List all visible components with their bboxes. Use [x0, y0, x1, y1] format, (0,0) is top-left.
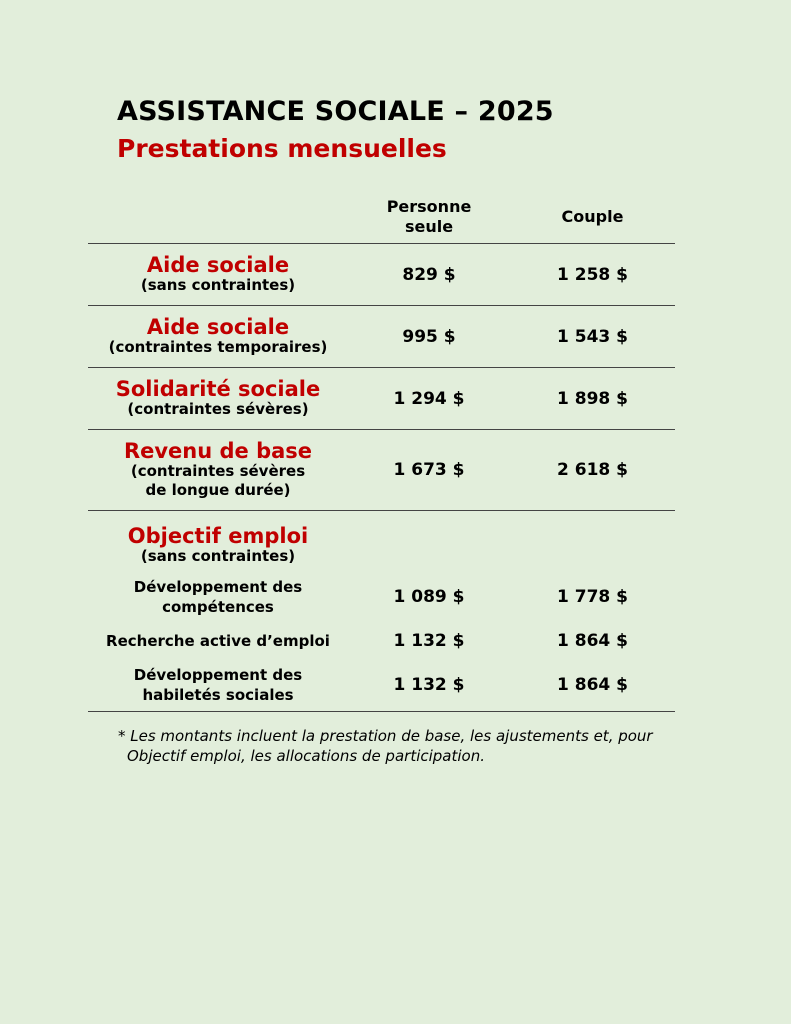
amount-single-cell	[348, 430, 510, 511]
amount-couple: 1 258 $	[557, 264, 628, 285]
program-name: Objectif emploi	[127, 523, 309, 548]
program-description: (contraintes temporaires)	[108, 338, 328, 356]
amount-couple: 2 618 $	[557, 460, 628, 480]
sub-program-label: Recherche active d’emploi	[106, 632, 330, 650]
amount-couple-cell	[510, 430, 675, 511]
sub-label-cell	[88, 663, 348, 712]
program-name: Aide sociale	[146, 315, 290, 339]
header-empty-cell	[88, 190, 348, 244]
amount-couple-cell	[510, 306, 675, 368]
page-title: ASSISTANCE SOCIALE – 2025	[117, 96, 554, 127]
amount-couple-cell	[510, 663, 675, 712]
table-row-developpement-competences	[88, 575, 675, 619]
sub-label-cell	[88, 575, 348, 619]
amount-single-cell	[348, 368, 510, 430]
sub-label-cell	[88, 619, 348, 663]
amount-couple-cell	[510, 619, 675, 663]
program-name: Aide sociale	[146, 253, 290, 277]
footnote-line-1: * Les montants incluent la prestation de base, les ajustements et, pour	[118, 727, 653, 745]
column-header-single: Personne seule	[348, 190, 510, 244]
table-row-objectif-emploi-header	[88, 511, 675, 576]
amount-single: 829 $	[402, 264, 456, 285]
footnote-line-2: Objectif emploi, les allocations de participation.	[127, 747, 485, 765]
table-row-developpement-habiletes-sociales	[88, 663, 675, 712]
amount-single: 1 089 $	[393, 587, 465, 607]
program-name: Solidarité sociale	[115, 377, 321, 401]
column-header-couple: Couple	[510, 190, 675, 244]
amount-single: 1 294 $	[393, 388, 465, 409]
amount-couple: 1 778 $	[557, 587, 628, 607]
sub-program-label: Développement des habiletés sociales	[133, 666, 303, 704]
program-description: (contraintes sévères)	[127, 400, 309, 418]
empty-cell	[510, 511, 675, 576]
amount-single-cell	[348, 663, 510, 712]
amount-couple: 1 864 $	[557, 631, 628, 651]
row-label-cell	[88, 368, 348, 430]
amount-single-cell	[348, 306, 510, 368]
program-description: (contraintes sévères de longue durée)	[130, 462, 306, 499]
sub-program-label: Développement des compétences	[133, 578, 303, 616]
amount-couple-cell	[510, 575, 675, 619]
row-label-cell	[88, 306, 348, 368]
benefits-table	[88, 190, 675, 712]
program-name: Revenu de base	[123, 439, 313, 463]
amount-couple-cell	[510, 244, 675, 306]
table-row-solidarite-sociale	[88, 368, 675, 430]
page-subtitle: Prestations mensuelles	[117, 134, 447, 163]
amount-couple-cell	[510, 368, 675, 430]
amount-single: 1 132 $	[393, 631, 465, 651]
amount-couple: 1 543 $	[557, 326, 628, 347]
amount-single: 1 673 $	[393, 460, 465, 480]
amount-single: 1 132 $	[393, 675, 465, 695]
program-description: (sans contraintes)	[140, 276, 296, 294]
amount-single-cell	[348, 619, 510, 663]
row-label-cell	[88, 511, 348, 576]
footnote	[118, 726, 653, 766]
table-row-recherche-active-emploi	[88, 619, 675, 663]
amount-single-cell	[348, 244, 510, 306]
table-row-aide-sociale-contraintes-temporaires	[88, 306, 675, 368]
amount-couple: 1 898 $	[557, 388, 628, 409]
amount-couple: 1 864 $	[557, 675, 628, 695]
table-row-aide-sociale-sans-contraintes	[88, 244, 675, 306]
empty-cell	[348, 511, 510, 576]
table-header-row	[88, 190, 675, 244]
table-row-revenu-de-base	[88, 430, 675, 511]
amount-single-cell	[348, 575, 510, 619]
row-label-cell	[88, 430, 348, 511]
row-label-cell	[88, 244, 348, 306]
program-description: (sans contraintes)	[140, 546, 296, 565]
amount-single: 995 $	[402, 326, 456, 347]
